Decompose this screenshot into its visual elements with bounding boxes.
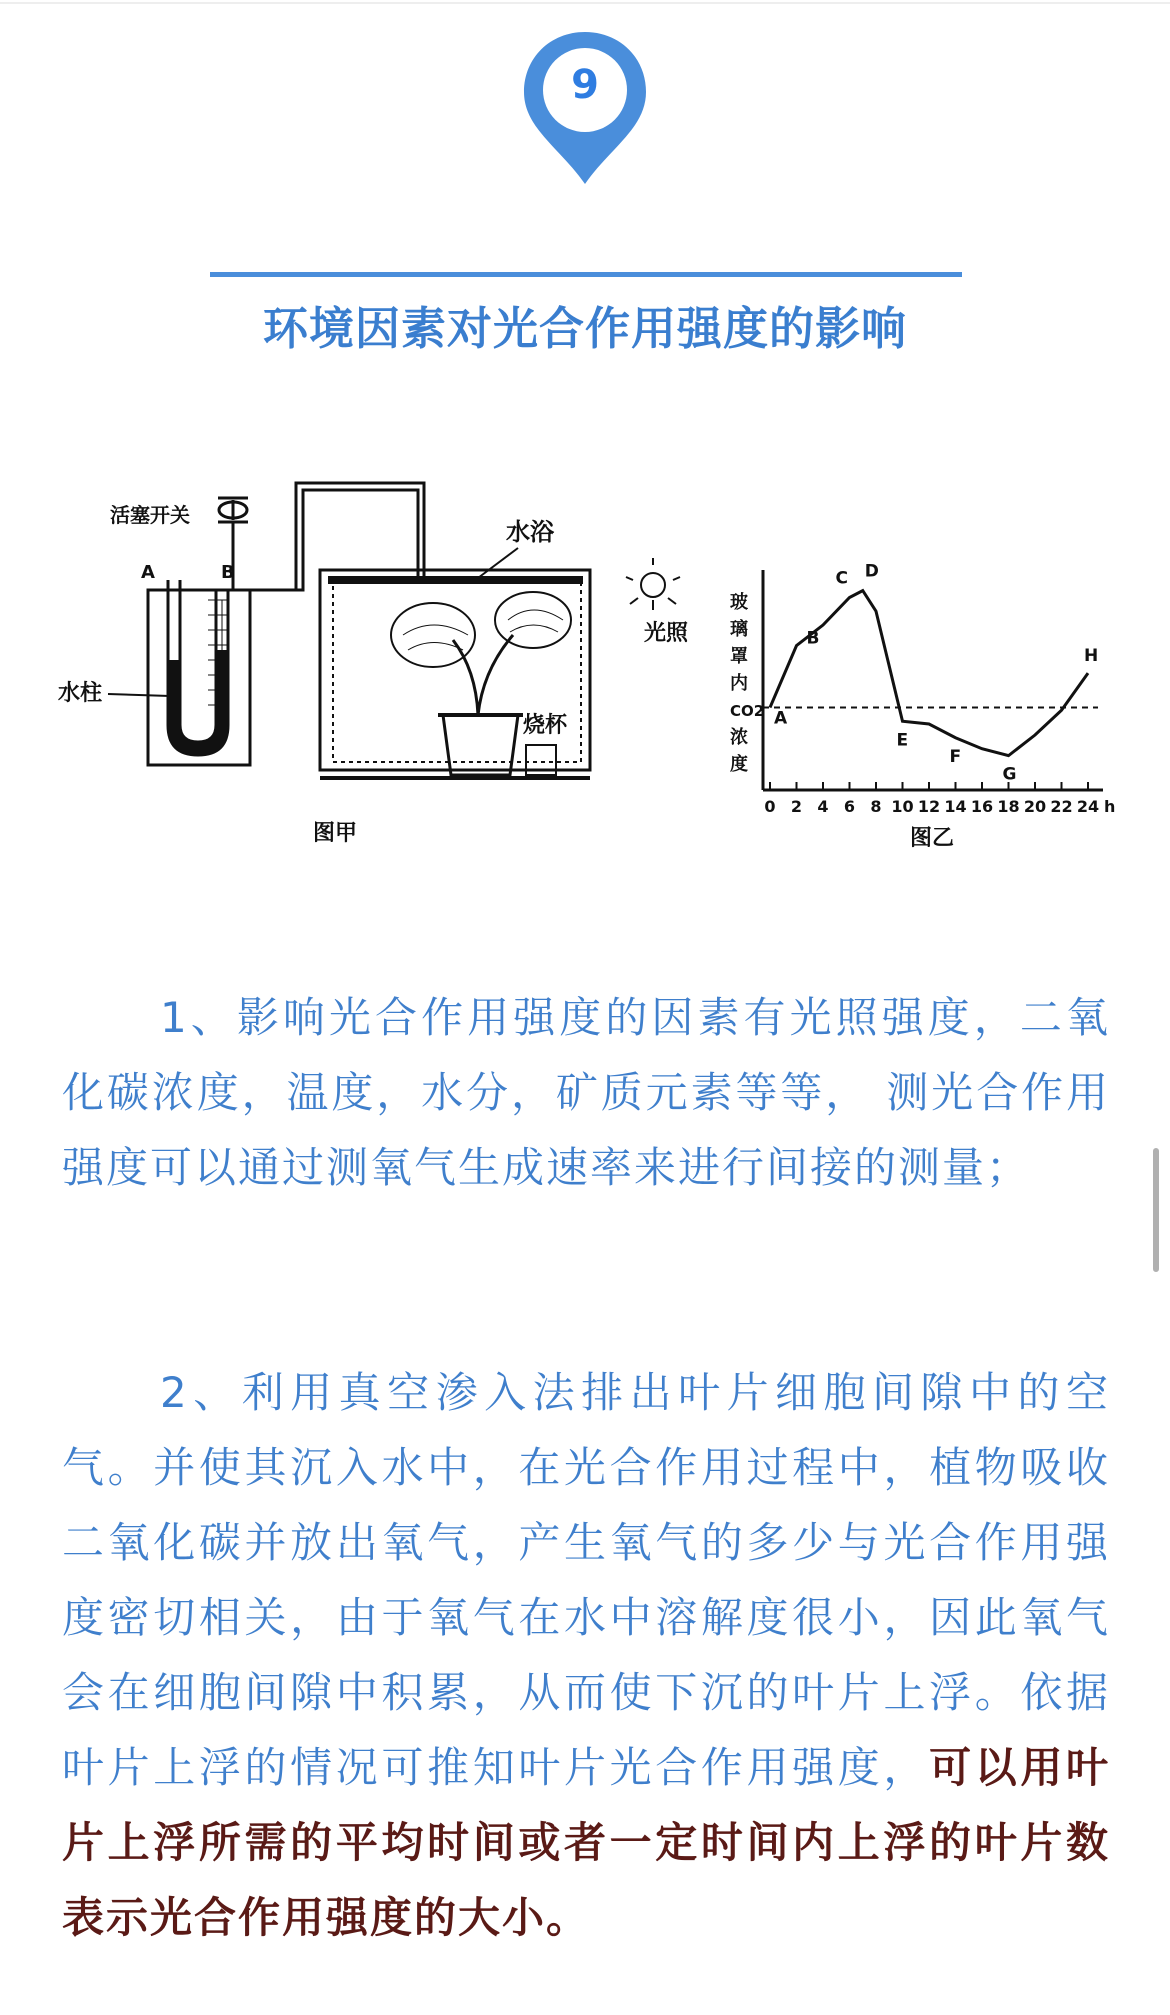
ylabel-char: 罩	[730, 646, 748, 667]
co2-chart	[730, 562, 1115, 816]
ylabel-char: 浓	[730, 727, 748, 748]
water-bath-label: 水浴	[506, 518, 554, 546]
y-axis-label	[730, 591, 764, 775]
light-label: 光照	[644, 621, 689, 646]
step-number: 9	[571, 62, 599, 108]
x-tick-label: 20	[1023, 797, 1047, 816]
apparatus-diagram	[148, 483, 680, 778]
point-label-d: D	[864, 561, 879, 582]
figure-left-caption: 图甲	[313, 821, 358, 846]
x-tick-label: 24	[1076, 797, 1100, 816]
ylabel-char: 玻	[730, 592, 748, 613]
x-tick-label: 16	[970, 797, 994, 816]
ylabel-char: CO2	[730, 702, 765, 720]
paragraph-1-text: 1、影响光合作用强度的因素有光照强度，二氧化碳浓度，温度，水分，矿质元素等等， 测光合作用强度可以通过测氧气生成速率来进行间接的测量；	[62, 993, 1110, 1192]
x-ticks	[764, 782, 1115, 816]
valve-icon	[218, 498, 248, 522]
map-pin-icon	[520, 28, 650, 188]
ylabel-char: 度	[730, 754, 748, 775]
point-labels	[774, 562, 1098, 785]
title-rule	[210, 272, 962, 277]
x-tick-label: 2	[790, 797, 803, 816]
x-tick-label: 4	[817, 797, 829, 816]
x-tick-label: 14	[944, 797, 967, 816]
top-divider	[0, 2, 1170, 4]
paragraph-2-text: 2、利用真空渗入法排出叶片细胞间隙中的空气。并使其沉入水中，在光合作用过程中，植物吸收二氧化碳并放出氧气，产生氧气的多少与光合作用强度密切相关，由于氧气在水中溶解度很小，因此氧气会在细胞间隙中积累，从而使下沉的叶片上浮。依据叶片上浮的情况可推知叶片光合作用强度，	[62, 1368, 1110, 1792]
x-tick-label: 0	[764, 797, 776, 816]
co2-series-line	[770, 591, 1088, 756]
x-tick-label: 8	[870, 797, 882, 816]
page-title: 环境因素对光合作用强度的影响	[262, 302, 907, 355]
point-label-e: E	[896, 730, 909, 751]
point-label-b: B	[806, 628, 820, 649]
water-column-label: 水柱	[58, 681, 103, 706]
step-marker	[520, 28, 650, 188]
point-label-h: H	[1084, 646, 1099, 667]
figure-svg	[58, 470, 1118, 870]
tube-b-label: B	[221, 562, 235, 583]
ylabel-char: 璃	[730, 619, 748, 640]
x-tick-label: 10	[891, 797, 914, 816]
ylabel-char: 内	[730, 673, 748, 694]
point-label-a: A	[774, 708, 788, 729]
paragraph-1	[62, 980, 1110, 1205]
tube-a-label: A	[141, 562, 155, 583]
paragraph-2	[62, 1355, 1110, 1955]
scrollbar[interactable]	[1153, 1148, 1159, 1272]
x-tick-label: 12	[917, 797, 941, 816]
beaker-label: 烧杯	[523, 713, 568, 738]
point-label-f: F	[949, 746, 962, 767]
x-tick-label: 22	[1050, 797, 1073, 816]
point-label-g: G	[1002, 764, 1017, 785]
x-unit-label: h	[1104, 797, 1116, 816]
valve-label: 活塞开关	[110, 503, 190, 527]
experiment-figure	[58, 470, 1118, 870]
x-tick-label: 18	[997, 797, 1020, 816]
paragraph-2-emphasis: 可以用叶片上浮所需的平均时间或者一定时间内上浮的叶片数表示光合作用强度的大小。	[62, 1743, 1110, 1942]
figure-right-caption: 图乙	[910, 826, 955, 851]
x-tick-label: 6	[843, 797, 856, 816]
point-label-c: C	[835, 568, 848, 589]
